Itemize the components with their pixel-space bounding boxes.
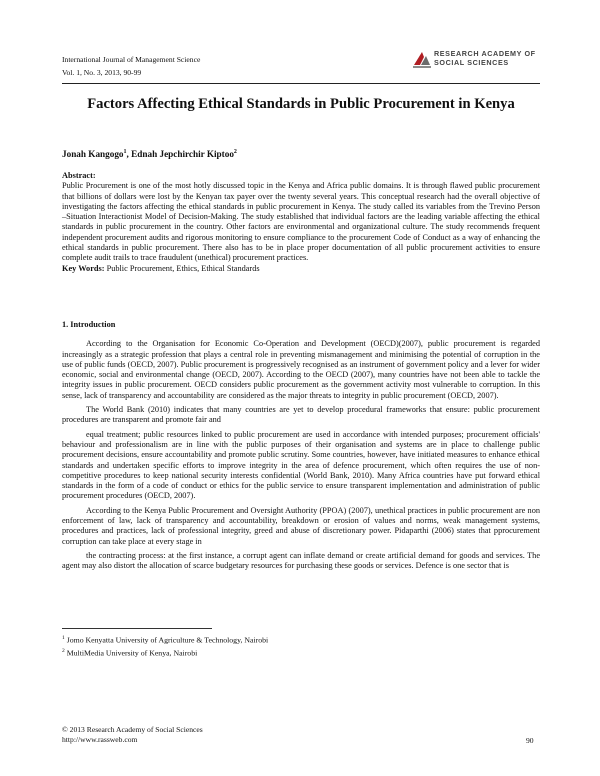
author-2: Ednah Jepchirchir Kiptoo [131,149,234,160]
volume-info: Vol. 1, No. 3, 2013, 90-99 [62,67,142,77]
journal-header [62,54,200,79]
journal-name: International Journal of Management Science [62,55,201,64]
footnotes [62,633,268,658]
intro-paragraph-3: equal treatment; public resources linked to public procurement are used in accordance with intended purposes; procurement officials' behaviour and professionalism are in line with the public purposes of their organisation and systems are in place to challenge public procurement decisions, ensure accountability and promote public scrutiny. Some countries, however, have initiated measures to enhance ethical standards and undertaken specific efforts to improve integrity in the area of defence procurement, which often requires the use of non-competitive procedures to keep national security interests confidential (World Bank, 2010). Many Africa countries have put forward ethical standards in the form of a code of conduct or ethics for the public service to ensure transparent implementation and administration of public procurement procedures (OECD, 2007). [62,429,540,501]
publisher-url: http://www.rassweb.com [62,735,138,744]
author-2-mark: 2 [233,149,237,155]
intro-paragraph-1: According to the Organisation for Economic Co-Operation and Development (OECD)(2007), public procurement is regarded increasingly as a strategic profession that plays a central role in preventing mismanagement and minimising the potential of corruption in the use of public funds (OECD, 2007). Public procurement is progressively recognised as an instrument of government policy and a lever for wider economic, social and environmental change (OECD, 2007). According to the OECD (2007), many countries have not been able to tackle the integrity issues in public procurement. OECD considers public procurement as the government activity most vulnerable to corruption. In this sense, lack of transparency and accountability are considered as the major threats to integrity in public procurement (OECD, 2007). [62,339,540,400]
abstract-text: Public Procurement is one of the most hotly discussed topic in the Kenya and Africa public domains. It is through flawed public procurement that billions of dollars were lost by the Kenyan tax payer over the twenty several years. This conceptual research had the overall objective of investigating the factors affecting the ethical standards in public procurement in Kenya. The study called its variables from the Trevino Person –Situation Interactionist Model of Decision-Making. The study established that individual factors are the leading variable affecting the ethical standards in public procurement in the country. Other factors are environmental and organizational culture. The study recommends frequent independent procurement audits and rigorous monitoring to ensure compliance to the procurement Code of Conduct as a way of enhancing the ethical standards in public procurement. There also has to be in place proper documentation of all public procurement activities to ensure complete audit trails to trace fraudulent (unethical) procurement practices. [62,181,540,263]
page-number: 90 [526,736,534,745]
footnote-rule [62,628,212,629]
logo-line-2: SOCIAL SCIENCES [434,57,509,67]
header-rule [62,83,540,84]
introduction-section [62,320,540,572]
author-line [62,146,237,160]
logo-line-1: RESEARCH ACADEMY OF [434,49,536,58]
footnote-1 [62,633,268,646]
abstract-section [62,171,540,274]
author-1: Jonah Kangogo [62,149,124,160]
author-1-mark: 1 [123,149,127,155]
keywords-label: Key Words: [62,263,105,273]
footnote-2 [62,646,268,659]
page-footer [62,725,203,745]
publisher-logo-text [434,50,536,67]
footnote-1-mark: 1 [62,635,65,641]
footnote-2-mark: 2 [62,647,65,654]
abstract-heading: Abstract: [62,171,96,180]
footnote-1-text: Jomo Kenyatta University of Agriculture & Technology, Nairobi [64,635,269,645]
publisher-logo-icon [412,49,432,71]
intro-paragraph-2: The World Bank (2010) indicates that many countries are yet to develop procedural frameworks that ensure: public procurement procedures are transparent and promote fair and [62,405,540,425]
keywords-text: Public Procurement, Ethics, Ethical Standards [104,263,260,273]
footnote-2-text: MultiMedia University of Kenya, Nairobi [64,648,198,658]
intro-paragraph-4: According to the Kenya Public Procurement and Oversight Authority (PPOA) (2007), unethical practices in public procurement are non enforcement of law, lack of transparency and accountability, breakdown or erosion of values and norms, weak management systems, procedures and practices, lack of professional integrity, greed and abuse of discretionary power. Pidaparthi (2006) states that pprocurement corruption can take place at every stage in [62,505,540,546]
publisher-logo [412,49,548,79]
author-separator: , [126,149,132,160]
copyright-notice: © 2013 Research Academy of Social Sciences [62,725,203,734]
keywords-line [62,264,540,274]
article-title: Factors Affecting Ethical Standards in Public Procurement in Kenya [87,96,515,112]
intro-paragraph-5: the contracting process: at the first instance, a corrupt agent can inflate demand or create artificial demand for goods and services. The agent may also distort the allocation of scarce budgetary resources for purchasing these goods or services. Defence is one sector that is [62,550,540,571]
introduction-heading: 1. Introduction [62,320,116,329]
